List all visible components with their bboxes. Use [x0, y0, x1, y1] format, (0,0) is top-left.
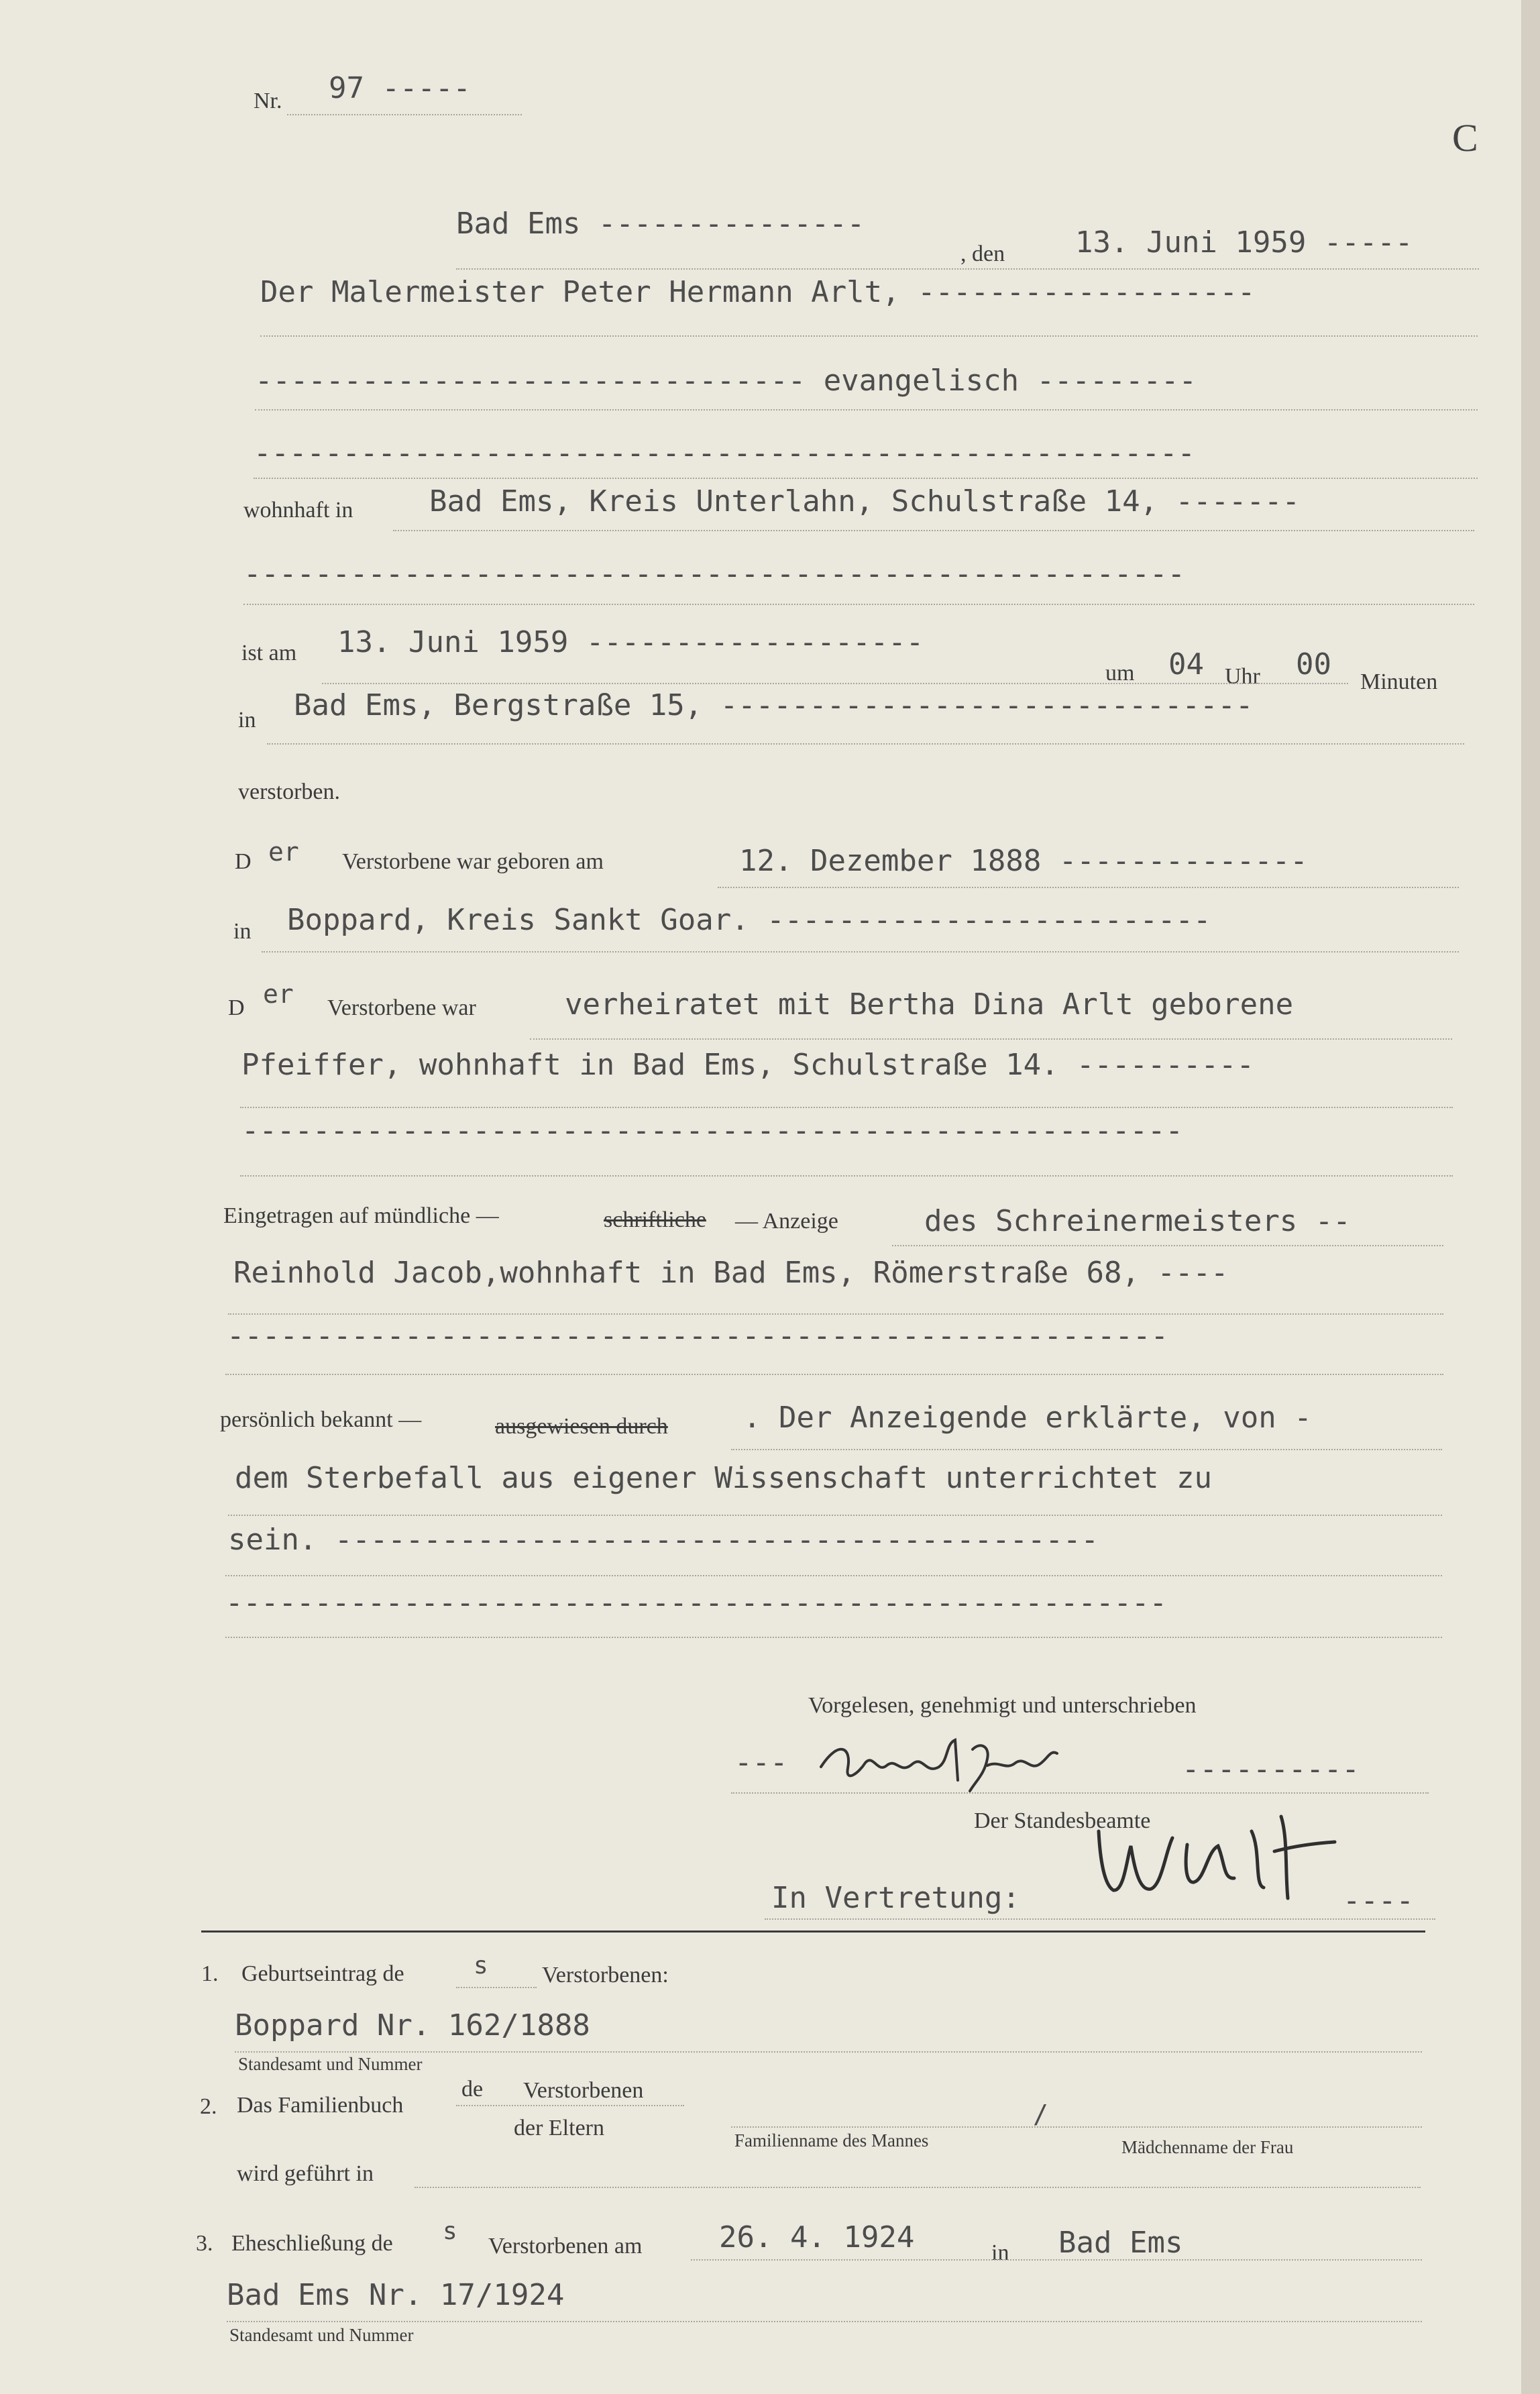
residence-line-2: [243, 604, 1474, 605]
den-label: , den: [960, 241, 1005, 266]
birth-date: 12. Dezember 1888 --------------: [739, 844, 1308, 878]
birth-label: Verstorbene war geboren am: [342, 849, 604, 874]
section2-label-a: Das Familienbuch: [237, 2093, 404, 2118]
registration-line-2: [228, 1313, 1443, 1315]
section1-label-a: Geburtseintrag de: [241, 1961, 404, 1986]
informant-title: des Schreinermeisters --: [924, 1204, 1351, 1238]
minuten-label: Minuten: [1360, 669, 1438, 694]
informant-name-address: Reinhold Jacob,wohnhaft in Bad Ems, Römerstraße 68, ----: [233, 1256, 1229, 1290]
person-filler-line: -----------------------------------------------------: [254, 436, 1195, 470]
marital-residence: Pfeiffer, wohnhaft in Bad Ems, Schulstraße 14. ----------: [241, 1048, 1254, 1082]
marriage-register-entry: Bad Ems Nr. 17/1924: [227, 2278, 565, 2312]
corner-letter: C: [1452, 116, 1478, 160]
section1-number: 1.: [201, 1961, 219, 1986]
residence-line-1: [393, 530, 1474, 531]
nr-label: Nr.: [254, 89, 282, 113]
marital-line-3: [240, 1175, 1453, 1177]
section2-number: 2.: [200, 2094, 217, 2119]
husband-name-caption: Familienname des Mannes: [734, 2130, 929, 2151]
section3-label-s: s: [443, 2218, 457, 2245]
wird-gefuehrt-label: wird geführt in: [237, 2161, 374, 2186]
section2-verstorbenen: Verstorbenen: [523, 2078, 644, 2103]
death-date: 13. Juni 1959 -------------------: [337, 625, 924, 659]
informant-statement-1: . Der Anzeigende erklärte, von -: [743, 1401, 1312, 1435]
identity-label-struck: ausgewiesen durch: [495, 1414, 668, 1439]
registration-filler-line: -----------------------------------------------------: [227, 1319, 1168, 1353]
informant-signature: [812, 1727, 1107, 1807]
identity-line-4: [225, 1637, 1442, 1638]
section3-caption: Standesamt und Nummer: [229, 2325, 414, 2345]
section1-caption: Standesamt und Nummer: [238, 2054, 423, 2074]
death-date-line: [322, 683, 1348, 684]
section3-label-b: Verstorbenen am: [488, 2234, 643, 2259]
deceased-name-line: Der Malermeister Peter Hermann Arlt, -------------------: [260, 275, 1256, 309]
section3-in-label: in: [991, 2240, 1009, 2265]
section2-de-line: [456, 2105, 684, 2106]
religion-line: ------------------------------- evangelisch ---------: [255, 364, 1197, 398]
death-minute: 00: [1296, 647, 1331, 682]
informant-statement-2: dem Sterbefall aus eigener Wissenschaft unterrichtet zu: [235, 1461, 1212, 1495]
marital-spouse: verheiratet mit Bertha Dina Arlt geborene: [565, 987, 1294, 1022]
section1-label-s: s: [474, 1952, 488, 1979]
registration-label-struck: schriftliche: [604, 1207, 706, 1232]
section3-value-line: [227, 2321, 1422, 2322]
registration-label-a: Eingetragen auf mündliche —: [223, 1203, 499, 1228]
birth-d-suffix: er: [268, 837, 299, 867]
section-divider: [201, 1930, 1425, 1933]
birth-place-line: [262, 951, 1459, 953]
uhr-label: Uhr: [1225, 664, 1260, 689]
signature-dash-left: ---: [734, 1745, 788, 1780]
page-edge: [1521, 0, 1540, 2394]
marital-line-1: [530, 1038, 1452, 1040]
person-line-1: [260, 335, 1478, 337]
nr-line: [287, 114, 522, 115]
registration-line-1: [892, 1245, 1443, 1246]
residence-address: Bad Ems, Kreis Unterlahn, Schulstraße 14, -------: [429, 484, 1301, 519]
section2-de: de: [461, 2077, 484, 2102]
identity-label-a: persönlich bekannt —: [220, 1407, 422, 1432]
death-hour: 04: [1168, 647, 1204, 682]
informant-statement-3: sein. -------------------------------------------: [228, 1523, 1099, 1557]
nr-value: 97 -----: [329, 71, 471, 105]
person-line-2: [255, 409, 1478, 411]
section2-slash: /: [1033, 2100, 1048, 2129]
birth-d-label: D: [235, 849, 252, 874]
marriage-place: Bad Ems: [1058, 2226, 1183, 2260]
section1-label-line: [456, 1987, 537, 1988]
wife-name-caption: Mädchenname der Frau: [1121, 2137, 1294, 2157]
marital-d-suffix: er: [263, 979, 294, 1009]
section2-names-line: [731, 2126, 1422, 2128]
registration-line-3: [225, 1374, 1443, 1375]
vertretung-underline: [765, 1918, 1435, 1920]
wohnhaft-label: wohnhaft in: [243, 498, 353, 523]
birth-in-label: in: [233, 919, 252, 944]
marriage-date: 26. 4. 1924: [719, 2220, 915, 2254]
identity-line-2: [228, 1515, 1442, 1516]
place-of-office: Bad Ems ---------------: [456, 207, 865, 241]
marital-line-2: [240, 1107, 1453, 1108]
birth-date-line: [718, 887, 1459, 888]
registrar-signature: [1087, 1804, 1348, 1905]
death-place: Bad Ems, Bergstraße 15, ------------------------------: [294, 688, 1254, 722]
person-line-3: [254, 478, 1478, 479]
residence-filler-line: -----------------------------------------------------: [243, 557, 1185, 591]
signature-dash-right: ----------: [1182, 1752, 1360, 1786]
vorgelesen-label: Vorgelesen, genehmigt und unterschrieben: [808, 1693, 1197, 1718]
birth-register-entry: Boppard Nr. 162/1888: [235, 2008, 590, 2043]
marital-d-label: D: [228, 995, 245, 1020]
section2-eltern: der Eltern: [514, 2116, 604, 2140]
place-date-line: [456, 268, 1479, 270]
birth-place: Boppard, Kreis Sankt Goar. -------------------------: [287, 903, 1211, 937]
death-place-line: [267, 743, 1464, 745]
um-label: um: [1105, 661, 1135, 686]
registration-label-b: — Anzeige: [735, 1209, 838, 1234]
signature-line: [731, 1792, 1429, 1794]
marital-filler-line: -----------------------------------------------------: [241, 1113, 1183, 1148]
ist-am-label: ist am: [241, 641, 297, 665]
identity-line-3: [225, 1575, 1442, 1576]
identity-line-1: [731, 1449, 1442, 1450]
in-vertretung-label: In Vertretung:: [771, 1881, 1020, 1915]
section1-value-line: [235, 2051, 1422, 2053]
record-date: 13. Juni 1959 -----: [1075, 225, 1413, 260]
section3-number: 3.: [196, 2231, 213, 2256]
marital-label: Verstorbene war: [327, 995, 476, 1020]
death-in-label: in: [238, 708, 256, 732]
identity-filler-line: -----------------------------------------------------: [225, 1586, 1167, 1620]
standesbeamte-label: Der Standesbeamte: [974, 1808, 1151, 1833]
section1-label-b: Verstorbenen:: [542, 1963, 669, 1988]
verstorben-label: verstorben.: [238, 779, 341, 804]
section3-label-a: Eheschließung de: [231, 2231, 393, 2256]
section3-date-line: [691, 2259, 1422, 2261]
section2-location-line: [415, 2187, 1421, 2188]
vertretung-dash: ----: [1343, 1884, 1414, 1918]
